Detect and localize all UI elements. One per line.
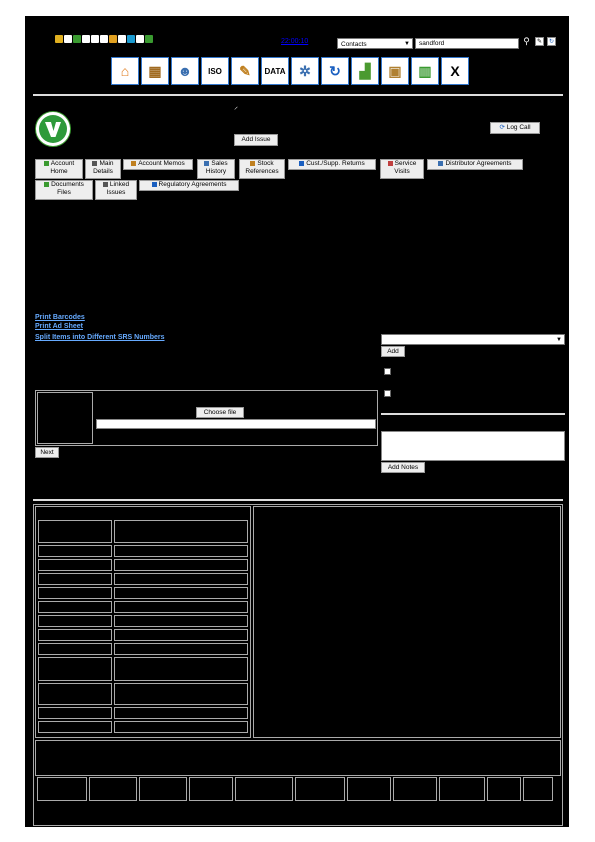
add-button[interactable]: Add xyxy=(381,346,405,357)
tab-cust-supp-returns[interactable] xyxy=(288,159,376,170)
tab-icon xyxy=(438,161,443,166)
home-icon[interactable]: ⌂ xyxy=(111,57,139,85)
tab-label: Stock References xyxy=(245,160,279,175)
detail-label-cell xyxy=(38,615,112,627)
tab-icon xyxy=(152,182,157,187)
detail-label-cell xyxy=(38,643,112,655)
search-icon[interactable]: ⚲ xyxy=(523,36,530,46)
tab-label: Account Home xyxy=(50,160,75,175)
chevron-down-icon: ▼ xyxy=(404,41,410,47)
tab-label: Service Visits xyxy=(394,160,417,175)
detail-value-cell xyxy=(114,643,248,655)
tab-label: Documents Files xyxy=(51,181,84,196)
right-divider xyxy=(381,413,565,415)
close-icon[interactable]: X xyxy=(441,57,469,85)
log-call-button[interactable]: ⟳ Log Call xyxy=(490,122,540,134)
package-icon[interactable]: ▣ xyxy=(381,57,409,85)
pencil-icon[interactable]: ✎ xyxy=(231,57,259,85)
tab-icon xyxy=(44,182,49,187)
detail-value-cell xyxy=(114,683,248,705)
detail-value-cell xyxy=(114,629,248,641)
company-logo xyxy=(35,111,71,147)
house-icon[interactable] xyxy=(145,35,153,43)
tab-stock-references[interactable] xyxy=(239,159,285,179)
divider-lower xyxy=(33,499,563,501)
detail-label-cell xyxy=(38,587,112,599)
book-icon[interactable]: ▥ xyxy=(411,57,439,85)
upload-label-cell xyxy=(37,392,93,444)
tab-icon xyxy=(299,161,304,166)
tab-icon xyxy=(388,161,393,166)
detail-value-cell xyxy=(114,545,248,557)
tab-service-visits[interactable] xyxy=(380,159,424,179)
note-icon[interactable] xyxy=(100,35,108,43)
detail-value-cell xyxy=(114,707,248,719)
tab-label: Account Memos xyxy=(138,160,185,167)
tab-linked-issues[interactable] xyxy=(95,180,137,200)
opera-data-icon[interactable]: DATA xyxy=(261,57,289,85)
tab-account-memos[interactable] xyxy=(123,159,193,170)
detail-label-cell xyxy=(38,545,112,557)
tab-main-details[interactable] xyxy=(85,159,121,179)
add-issue-button[interactable]: Add Issue xyxy=(234,134,278,146)
tab-icon xyxy=(250,161,255,166)
grid-cell xyxy=(295,777,345,801)
notes-textarea[interactable] xyxy=(381,431,565,461)
grid-cell xyxy=(487,777,521,801)
people-icon[interactable]: ☻ xyxy=(171,57,199,85)
gear-icon[interactable] xyxy=(82,35,90,43)
summary-panel xyxy=(35,740,561,776)
detail-label-cell xyxy=(38,721,112,733)
add-notes-button[interactable]: Add Notes xyxy=(381,462,425,473)
detail-label-cell xyxy=(38,629,112,641)
detail-value-cell xyxy=(114,657,248,681)
grid-cell xyxy=(393,777,437,801)
search-input[interactable]: sandford xyxy=(415,38,519,49)
globe-icon[interactable] xyxy=(127,35,135,43)
tab-label: Sales History xyxy=(205,160,228,175)
detail-label-cell xyxy=(38,657,112,681)
next-button[interactable]: Next xyxy=(35,447,59,458)
tab-icon xyxy=(131,161,136,166)
detail-label-cell xyxy=(38,520,112,543)
details-side-panel xyxy=(253,506,561,738)
tab-icon xyxy=(44,161,49,166)
chevron-down-icon: ▼ xyxy=(556,337,562,343)
tab-distributor-agreements[interactable] xyxy=(427,159,523,170)
tab-sales-history[interactable] xyxy=(197,159,235,179)
choose-file-button[interactable]: Choose file xyxy=(196,407,244,418)
detail-label-cell xyxy=(38,601,112,613)
detail-value-cell xyxy=(114,559,248,571)
flag-icon[interactable] xyxy=(118,35,126,43)
file-path-field[interactable] xyxy=(96,419,376,429)
details-table xyxy=(35,506,251,738)
gears-icon[interactable]: ✲ xyxy=(291,57,319,85)
main-toolbar xyxy=(111,57,469,85)
detail-label-cell xyxy=(38,573,112,585)
upload-panel xyxy=(35,390,378,446)
iso-icon[interactable]: ISO xyxy=(201,57,229,85)
divider xyxy=(33,94,563,96)
detail-value-cell xyxy=(114,587,248,599)
checkbox-1[interactable] xyxy=(384,368,391,375)
clock-link[interactable]: 22:00:10 xyxy=(281,38,309,45)
tab-documents-files[interactable] xyxy=(35,180,93,200)
quick-icons xyxy=(55,35,153,43)
detail-value-cell xyxy=(114,573,248,585)
chart-folder-icon[interactable]: ▟ xyxy=(351,57,379,85)
grid-cell xyxy=(235,777,293,801)
calendar-icon[interactable] xyxy=(91,35,99,43)
detail-value-cell xyxy=(114,721,248,733)
tab-label: Linked Issues xyxy=(106,181,130,196)
tab-label: Cust./Supp. Returns xyxy=(306,160,365,167)
detail-value-cell xyxy=(114,520,248,543)
tab-icon xyxy=(204,161,209,166)
tab-regulatory-agreements[interactable] xyxy=(139,180,239,191)
smiley-icon[interactable] xyxy=(109,35,117,43)
tab-label: Main Details xyxy=(93,160,114,175)
detail-label-cell xyxy=(38,707,112,719)
refresh-small-icon[interactable]: ↻ xyxy=(548,39,555,45)
gear-icon[interactable] xyxy=(73,35,81,43)
detail-value-cell xyxy=(114,601,248,613)
grid-cell xyxy=(189,777,233,801)
star-icon[interactable] xyxy=(55,35,63,43)
detail-label-cell xyxy=(38,559,112,571)
detail-label-cell xyxy=(38,683,112,705)
grid-cell xyxy=(89,777,137,801)
grid-cell xyxy=(439,777,485,801)
tab-icon xyxy=(92,161,97,166)
grid-cell xyxy=(37,777,87,801)
page xyxy=(25,16,569,827)
mail-icon[interactable] xyxy=(136,35,144,43)
tab-label: Regulatory Agreements xyxy=(158,181,227,188)
cursor-mark: ⸝ xyxy=(234,102,238,111)
tab-icon xyxy=(103,182,108,187)
tab-label: Distributor Agreements xyxy=(445,160,512,167)
tab-account-home[interactable] xyxy=(35,159,83,179)
print-barcodes-link[interactable]: Print Barcodes xyxy=(35,314,85,321)
grid-cell xyxy=(523,777,553,801)
checkbox-2[interactable] xyxy=(384,390,391,397)
cash-register-icon[interactable]: ▦ xyxy=(141,57,169,85)
print-ad-sheet-link[interactable]: Print Ad Sheet xyxy=(35,323,83,330)
gear-icon[interactable] xyxy=(64,35,72,43)
search-category-select[interactable]: Contacts ▼ xyxy=(337,38,413,49)
refresh-icon[interactable]: ↻ xyxy=(321,57,349,85)
logo-v-icon xyxy=(38,114,68,144)
split-items-link[interactable]: Split Items into Different SRS Numbers xyxy=(35,334,165,341)
edit-icon[interactable]: ✎ xyxy=(536,39,543,45)
right-select[interactable] xyxy=(381,334,565,345)
log-call-icon: ⟳ xyxy=(499,124,505,131)
detail-value-cell xyxy=(114,615,248,627)
grid-cell xyxy=(139,777,187,801)
grid-cell xyxy=(347,777,391,801)
